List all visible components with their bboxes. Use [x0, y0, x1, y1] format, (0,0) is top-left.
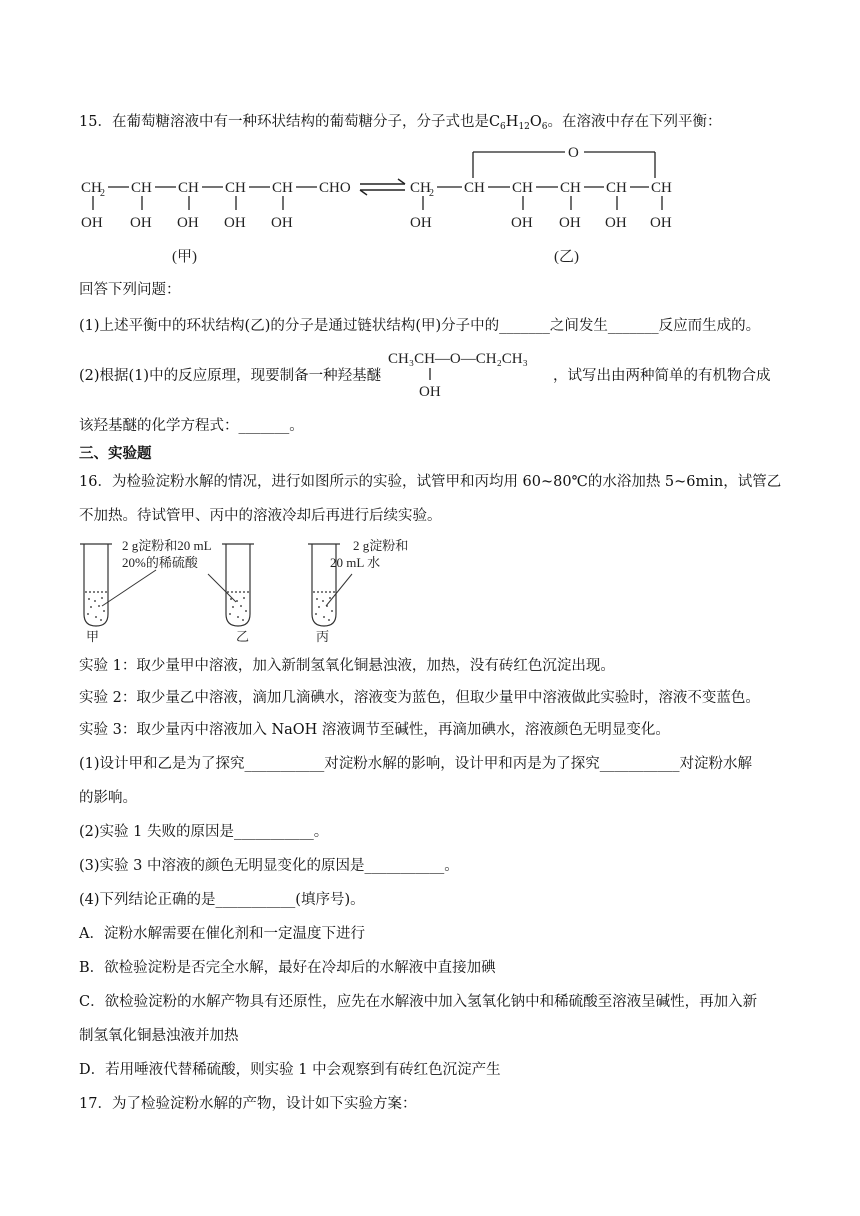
q15-prompt: 回答下列问题：: [79, 282, 181, 298]
q16-line1: 16．为检验淀粉水解的情况，进行如图所示的实验，试管甲和丙均用 60~80℃的水浴加热 5~6min，试管乙: [79, 474, 782, 490]
chain-atom: CHO: [319, 180, 351, 196]
tube-label: 丙: [316, 629, 330, 644]
q16-sub2: (2)实验 1 失败的原因是___________。: [79, 824, 329, 840]
chain-oh: OH: [81, 215, 103, 231]
q16-exp1: 实验 1：取少量甲中溶液，加入新制氢氧化铜悬浊液，加热，没有砖红色沉淀出现。: [79, 658, 615, 674]
equilibrium-arrow-icon: [360, 179, 405, 195]
ring-atom: CH: [651, 180, 672, 196]
ring-oh: OH: [650, 215, 672, 231]
svg-text:OH: OH: [419, 384, 441, 400]
ring-atom: CH: [464, 180, 485, 196]
tube-yi-liquid: [229, 597, 247, 621]
ring-oh: OH: [511, 215, 533, 231]
q15-part2-c: 该羟基醚的化学方程式：_______。: [79, 418, 304, 434]
hydroxy-ether-formula: [388, 346, 558, 402]
q17-intro: 17．为了检验淀粉水解的产物，设计如下实验方案：: [79, 1096, 417, 1112]
q15-intro: 15．在葡萄糖溶液中有一种环状结构的葡萄糖分子，分子式也是$C_6H_{12}O_6$。在溶液中存在下列平衡：: [79, 114, 722, 132]
test-tube-figure: [76, 534, 409, 644]
q16-sub1-a: (1)设计甲和乙是为了探究___________对淀粉水解的影响，设计甲和丙是为了探究___________对淀粉水解: [79, 756, 753, 772]
ring-label: (乙): [554, 249, 579, 265]
q16-sub3: (3)实验 3 中溶液的颜色无明显变化的原因是___________。: [79, 858, 459, 874]
chain-label: (甲): [172, 249, 197, 265]
ring-oxygen: O: [568, 145, 579, 161]
svg-text:CH₃CH—O—CH₂CH₃: CH₃CH—O—CH₂CH₃: [388, 351, 528, 367]
ring-oh: OH: [605, 215, 627, 231]
q16-option-d: D．若用唾液代替稀硫酸，则实验 1 中会观察到有砖红色沉淀产生: [79, 1062, 501, 1078]
label-ab-line1: 2 g淀粉和20 mL: [122, 538, 212, 553]
chain-structure: [81, 180, 351, 265]
chain-subscript: 2: [100, 188, 105, 199]
section-title: 三、实验题: [79, 446, 152, 462]
ring-atom: CH: [560, 180, 581, 196]
label-c-line1: 2 g淀粉和: [353, 538, 409, 553]
ring-atom: CH: [410, 180, 431, 196]
q16-option-b: B．欲检验淀粉是否完全水解，最好在冷却后的水解液中直接加碘: [79, 960, 496, 976]
q16-exp3: 实验 3：取少量丙中溶液加入 NaOH 溶液调节至碱性，再滴加碘水，溶液颜色无明显变化。: [79, 722, 670, 738]
ring-oh: OH: [410, 215, 432, 231]
q16-option-c-line1: C．欲检验淀粉的水解产物具有还原性，应先在水解液中加入氢氧化钠中和稀硫酸至溶液呈碱性，再加入新: [79, 994, 758, 1010]
tube-label: 乙: [236, 629, 250, 644]
chain-atom: CH: [131, 180, 152, 196]
tube-jia: [80, 544, 112, 626]
ring-atom: CH: [606, 180, 627, 196]
q15-part2-a: (2)根据(1)中的反应原理，现要制备一种羟基醚: [79, 368, 382, 384]
chain-atom: CH: [272, 180, 293, 196]
q16-line2: 不加热。待试管甲、丙中的溶液冷却后再进行后续实验。: [79, 508, 442, 524]
q15-part1: (1)上述平衡中的环状结构(乙)的分子是通过链状结构(甲)分子中的_______之间发生_______反应而生成的。: [79, 318, 761, 334]
q16-option-a: A．淀粉水解需要在催化剂和一定温度下进行: [79, 926, 365, 942]
chain-oh: OH: [130, 215, 152, 231]
tube-yi: [222, 544, 254, 626]
label-ab-line2: 20%的稀硫酸: [122, 555, 198, 570]
q16-sub1-b: 的影响。: [79, 790, 137, 806]
chain-oh: OH: [271, 215, 293, 231]
tube-jia-liquid: [87, 597, 105, 621]
chain-atom: CH: [178, 180, 199, 196]
tube-label: 甲: [86, 629, 100, 644]
q16-exp2: 实验 2：取少量乙中溶液，滴加几滴碘水，溶液变为蓝色，但取少量甲中溶液做此实验时，溶液不变蓝色。: [79, 690, 760, 706]
chain-oh: OH: [224, 215, 246, 231]
glucose-equilibrium-diagram: [0, 140, 860, 270]
chain-atom: CH: [225, 180, 246, 196]
q15-part2-b: ，试写出由两种简单的有机物合成: [553, 368, 771, 384]
chain-atom: CH: [81, 180, 102, 196]
chain-oh: OH: [177, 215, 199, 231]
ring-structure: [410, 145, 672, 265]
ring-atom: CH: [512, 180, 533, 196]
q16-option-c-line2: 制氢氧化铜悬浊液并加热: [79, 1028, 239, 1044]
q16-sub4: (4)下列结论正确的是___________(填序号)。: [79, 892, 365, 908]
ring-subscript: 2: [429, 188, 434, 199]
label-c-line2: 20 mL 水: [330, 555, 381, 570]
ring-oh: OH: [559, 215, 581, 231]
